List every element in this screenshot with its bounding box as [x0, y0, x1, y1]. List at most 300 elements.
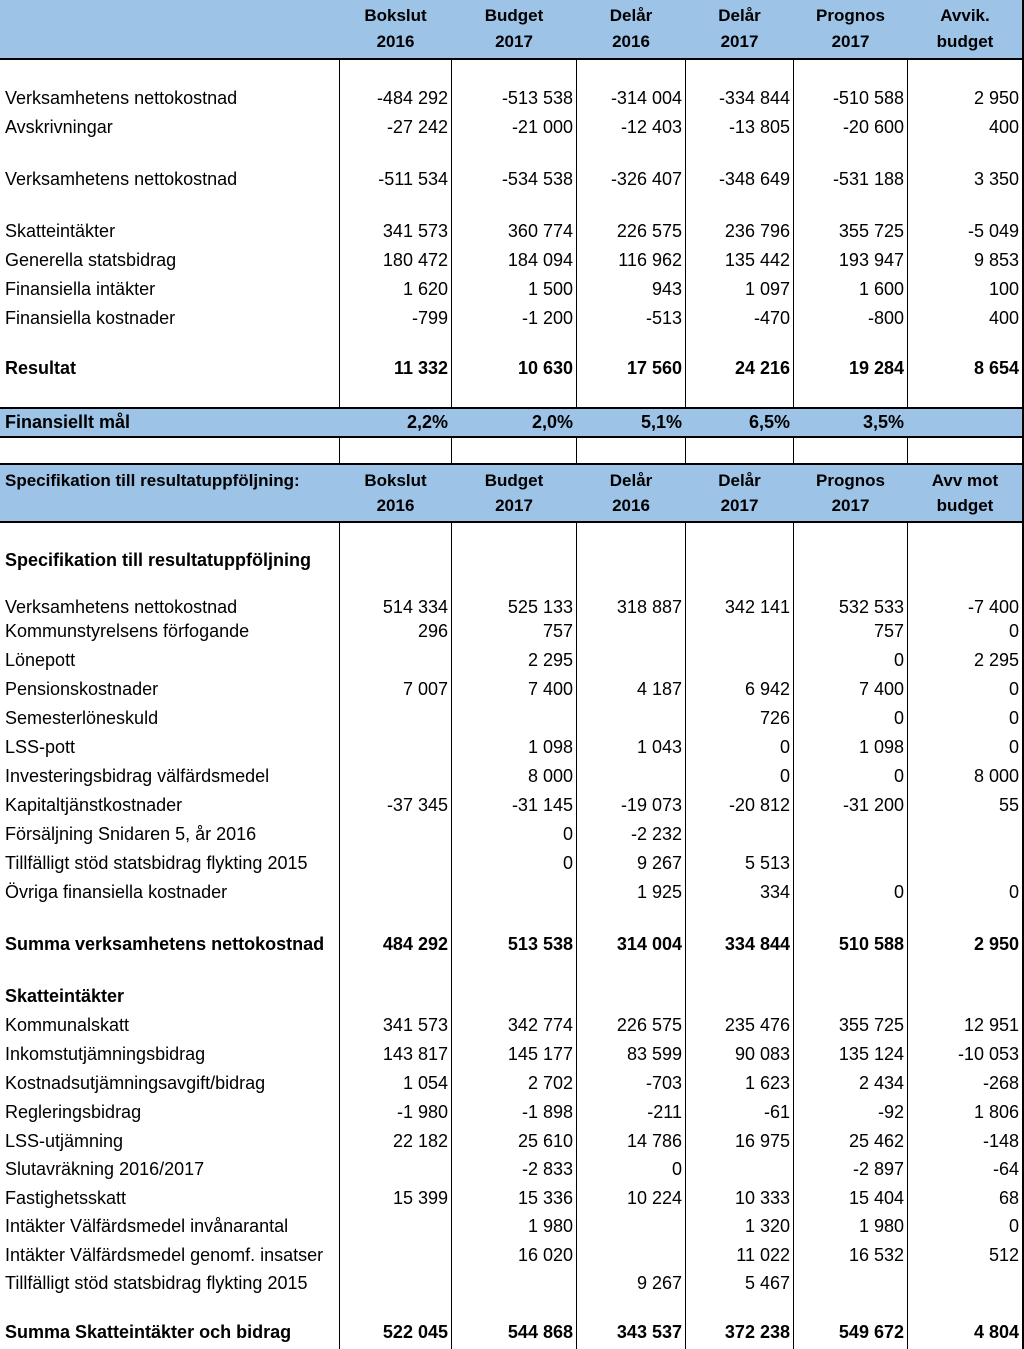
header-line1: Prognos: [816, 470, 885, 490]
value-cell: 2 295: [973, 650, 1019, 670]
value-cell: 11 332: [393, 358, 448, 378]
value-cell: [340, 878, 451, 907]
value-cell: 5 467: [744, 1273, 790, 1293]
value-cell: -61: [763, 1102, 790, 1122]
value-cell: 318 887: [616, 597, 682, 617]
header-line2: 2016: [376, 32, 415, 51]
table-row: [0, 1011, 1022, 1040]
value-cell: 0: [1008, 621, 1019, 641]
value-cell: -31 200: [842, 795, 904, 815]
value-cell: -20 812: [728, 795, 790, 815]
value-cell: -334 844: [718, 88, 790, 108]
value-cell: 510 588: [838, 934, 904, 954]
value-cell: [577, 546, 685, 575]
value-cell: 5 513: [744, 853, 790, 873]
value-cell: 0: [893, 766, 904, 786]
value-cell: 90 083: [734, 1044, 790, 1064]
value-cell: 10 333: [734, 1188, 790, 1208]
row-label: Tillfälligt stöd statsbidrag flykting 2015: [5, 853, 308, 873]
row-label: Kommunalskatt: [5, 1015, 130, 1035]
value-cell: 0: [1008, 679, 1019, 699]
row-label: Intäkter Välfärdsmedel invånarantal: [5, 1216, 289, 1236]
value-cell: -27 242: [386, 117, 448, 137]
value-cell: 180 472: [382, 250, 448, 270]
table-row: [0, 1098, 1022, 1127]
value-cell: -531 188: [832, 169, 904, 189]
row-label: Verksamhetens nettokostnad: [5, 597, 238, 617]
value-cell: -5 049: [967, 221, 1019, 241]
value-cell: 355 725: [838, 221, 904, 241]
value-cell: [577, 1241, 685, 1270]
value-cell: -799: [411, 308, 448, 328]
value-cell: 9 267: [636, 853, 682, 873]
row-label: Intäkter Välfärdsmedel genomf. insatser: [5, 1245, 324, 1265]
header-line2: 2017: [831, 495, 870, 515]
table-row: [0, 982, 1022, 1011]
row-label: Summa Skatteintäkter och bidrag: [5, 1322, 292, 1342]
value-cell: 55: [998, 795, 1019, 815]
row-label: Skatteintäkter: [5, 986, 125, 1006]
value-cell: 236 796: [724, 221, 790, 241]
value-cell: -2 833: [521, 1159, 573, 1179]
value-cell: 2,0%: [531, 412, 573, 432]
value-cell: [452, 878, 576, 907]
row-label: Generella statsbidrag: [5, 250, 177, 270]
value-cell: 0: [779, 737, 790, 757]
header-delar-2016: [577, 465, 685, 521]
value-cell: [577, 982, 685, 1011]
table-row: [0, 246, 1022, 275]
row-label: Avskrivningar: [5, 117, 113, 137]
value-cell: 334 844: [724, 934, 790, 954]
value-cell: 1 098: [858, 737, 904, 757]
value-cell: 25 462: [848, 1131, 904, 1151]
table-row: [0, 1127, 1022, 1156]
value-cell: 0: [1008, 708, 1019, 728]
value-cell: 3 350: [973, 169, 1019, 189]
value-cell: [577, 704, 685, 733]
value-cell: -31 145: [511, 795, 573, 815]
value-cell: -37 345: [386, 795, 448, 815]
value-cell: 19 284: [848, 358, 904, 378]
header-line2: 2017: [720, 32, 759, 51]
table-row: [0, 1318, 1022, 1347]
value-cell: 544 868: [507, 1322, 573, 1342]
header-line1: Delår: [609, 470, 653, 490]
table-row: [0, 617, 1022, 646]
header-line1: Prognos: [816, 6, 885, 25]
value-cell: -470: [753, 308, 790, 328]
value-cell: 15 399: [392, 1188, 448, 1208]
row-label: Tillfälligt stöd statsbidrag flykting 2015: [5, 1273, 308, 1293]
row-label: LSS-pott: [5, 737, 76, 757]
value-cell: 1 054: [402, 1073, 448, 1093]
table-row: [0, 1155, 1022, 1184]
value-cell: 3,5%: [862, 412, 904, 432]
value-cell: 6 942: [744, 679, 790, 699]
value-cell: [340, 762, 451, 791]
table-row: [0, 1212, 1022, 1241]
value-cell: 343 537: [616, 1322, 682, 1342]
value-cell: 355 725: [838, 1015, 904, 1035]
value-cell: 116 962: [618, 250, 682, 270]
header-line1: Bokslut: [364, 470, 427, 490]
row-label: Finansiella intäkter: [5, 279, 156, 299]
value-cell: -511 534: [378, 169, 448, 189]
header-row-top: [0, 0, 1022, 60]
table-row: [0, 704, 1022, 733]
header-prognos: [794, 0, 907, 58]
value-cell: 14 786: [626, 1131, 682, 1151]
row-label: Fastighetsskatt: [5, 1188, 127, 1208]
value-cell: -484 292: [376, 88, 448, 108]
value-cell: [452, 1269, 576, 1298]
header-line1: Delår: [718, 470, 761, 490]
value-cell: -534 538: [501, 169, 573, 189]
value-cell: 1 925: [636, 882, 682, 902]
value-cell: [340, 646, 451, 675]
table-row: [0, 1069, 1022, 1098]
row-label: Investeringsbidrag välfärdsmedel: [5, 766, 270, 786]
row-label: Kommunstyrelsens förfogande: [5, 621, 250, 641]
row-label: Finansiella kostnader: [5, 308, 176, 328]
value-cell: 2,2%: [406, 412, 448, 432]
value-cell: [340, 1155, 451, 1184]
value-cell: 314 004: [616, 934, 682, 954]
value-cell: 15 404: [848, 1188, 904, 1208]
header-line2: 2017: [495, 495, 533, 515]
value-cell: 17 560: [626, 358, 682, 378]
row-label: Kostnadsutjämningsavgift/bidrag: [5, 1073, 266, 1093]
value-cell: -513 538: [501, 88, 573, 108]
value-cell: 8 000: [527, 766, 573, 786]
value-cell: -703: [645, 1073, 682, 1093]
table-row: [0, 113, 1022, 142]
value-cell: 0: [562, 853, 573, 873]
table-row: [0, 354, 1022, 383]
value-cell: 0: [562, 824, 573, 844]
value-cell: 12 951: [963, 1015, 1019, 1035]
value-cell: 2 434: [858, 1073, 904, 1093]
table-row: [0, 546, 1022, 575]
value-cell: 10 224: [626, 1188, 682, 1208]
value-cell: 4 187: [636, 679, 682, 699]
value-cell: -268: [982, 1073, 1019, 1093]
value-cell: 1 806: [973, 1102, 1019, 1122]
value-cell: [577, 762, 685, 791]
value-cell: 143 817: [382, 1044, 448, 1064]
value-cell: -19 073: [620, 795, 682, 815]
value-cell: 2 702: [527, 1073, 573, 1093]
header-line1: Avv mot: [931, 470, 999, 490]
table-row: [0, 1040, 1022, 1069]
value-cell: [686, 617, 793, 646]
header-line1: Delår: [718, 6, 761, 25]
value-cell: 532 533: [838, 597, 904, 617]
value-cell: 193 947: [838, 250, 904, 270]
table-row: [0, 820, 1022, 849]
table-row: [0, 878, 1022, 907]
header-delar-2017: [686, 0, 793, 58]
spec-header-label: Specifikation till resultatuppföljning:: [5, 471, 300, 490]
header-line1: Avvik.: [940, 6, 990, 25]
value-cell: 1 600: [858, 279, 904, 299]
value-cell: -12 403: [620, 117, 682, 137]
value-cell: 400: [988, 117, 1019, 137]
header-line2: 2017: [720, 495, 759, 515]
value-cell: [686, 982, 793, 1011]
value-cell: [908, 820, 1022, 849]
value-cell: [340, 982, 451, 1011]
header-line1: Budget: [484, 6, 544, 25]
value-cell: 11 022: [736, 1245, 790, 1265]
header-line1: Bokslut: [364, 6, 427, 25]
value-cell: 1 980: [858, 1216, 904, 1236]
value-cell: 549 672: [838, 1322, 904, 1342]
value-cell: 0: [1008, 737, 1019, 757]
value-cell: 512: [988, 1245, 1019, 1265]
row-label: Skatteintäkter: [5, 221, 116, 241]
value-cell: 68: [998, 1188, 1019, 1208]
value-cell: 15 336: [517, 1188, 573, 1208]
table-row: [0, 1269, 1022, 1298]
value-cell: [794, 546, 907, 575]
value-cell: 145 177: [507, 1044, 573, 1064]
header-line2: budget: [936, 32, 994, 51]
value-cell: 7 007: [402, 679, 448, 699]
header-bokslut: [340, 0, 451, 58]
value-cell: -513: [645, 308, 682, 328]
value-cell: [340, 849, 451, 878]
value-cell: [908, 546, 1022, 575]
value-cell: [577, 646, 685, 675]
value-cell: [340, 1269, 451, 1298]
value-cell: [340, 1212, 451, 1241]
value-cell: 757: [542, 621, 573, 641]
value-cell: -21 000: [511, 117, 573, 137]
value-cell: [686, 1155, 793, 1184]
value-cell: -1 980: [396, 1102, 448, 1122]
header-line2: 2016: [376, 495, 415, 515]
value-cell: [577, 1212, 685, 1241]
table-row: [0, 733, 1022, 762]
row-label: Resultat: [5, 358, 77, 378]
value-cell: [908, 849, 1022, 878]
value-cell: 0: [893, 650, 904, 670]
value-cell: [908, 982, 1022, 1011]
value-cell: 1 623: [744, 1073, 790, 1093]
value-cell: 0: [893, 708, 904, 728]
table-row: [0, 1241, 1022, 1270]
value-cell: 943: [651, 279, 682, 299]
value-cell: 184 094: [507, 250, 573, 270]
value-cell: 296: [417, 621, 448, 641]
value-cell: [794, 820, 907, 849]
value-cell: -7 400: [967, 597, 1019, 617]
table-row: [0, 646, 1022, 675]
value-cell: -2 232: [630, 824, 682, 844]
row-label: Pensionskostnader: [5, 679, 159, 699]
value-cell: [340, 733, 451, 762]
value-cell: 0: [1008, 882, 1019, 902]
row-label: Verksamhetens nettokostnad: [5, 169, 238, 189]
value-cell: 525 133: [507, 597, 573, 617]
value-cell: 726: [759, 708, 790, 728]
value-cell: [577, 617, 685, 646]
value-cell: 484 292: [382, 934, 448, 954]
value-cell: 25 610: [517, 1131, 573, 1151]
value-cell: 0: [779, 766, 790, 786]
header-avv-mot-budget: [908, 465, 1022, 521]
value-cell: -92: [877, 1102, 904, 1122]
value-cell: 100: [988, 279, 1019, 299]
value-cell: 8 654: [973, 358, 1019, 378]
value-cell: [686, 546, 793, 575]
value-cell: 372 238: [724, 1322, 790, 1342]
value-cell: 16 975: [734, 1131, 790, 1151]
value-cell: 0: [671, 1159, 682, 1179]
value-cell: 22 182: [392, 1131, 448, 1151]
value-cell: [686, 646, 793, 675]
value-cell: [452, 546, 576, 575]
value-cell: 342 141: [724, 597, 790, 617]
value-cell: 2 950: [973, 934, 1019, 954]
value-cell: [686, 820, 793, 849]
value-cell: 2 950: [973, 88, 1019, 108]
value-cell: -148: [982, 1131, 1019, 1151]
value-cell: -314 004: [610, 88, 682, 108]
table-row: [0, 930, 1022, 959]
value-cell: [340, 820, 451, 849]
value-cell: -211: [647, 1102, 682, 1122]
table-row: [0, 791, 1022, 820]
value-cell: [908, 409, 1022, 436]
value-cell: 1 980: [527, 1216, 573, 1236]
table-row: [0, 407, 1022, 438]
table-row: [0, 165, 1022, 194]
row-label: Slutavräkning 2016/2017: [5, 1159, 205, 1179]
header-prognos: [794, 465, 907, 521]
value-cell: 0: [1008, 1216, 1019, 1236]
value-cell: 5,1%: [640, 412, 682, 432]
value-cell: 7 400: [527, 679, 573, 699]
value-cell: 9 853: [973, 250, 1019, 270]
value-cell: 0: [893, 882, 904, 902]
header-line2: 2016: [612, 495, 650, 515]
value-cell: [340, 1241, 451, 1270]
value-cell: [452, 704, 576, 733]
value-cell: -1 200: [521, 308, 573, 328]
value-cell: 757: [873, 621, 904, 641]
value-cell: 226 575: [616, 221, 682, 241]
value-cell: 1 620: [402, 279, 448, 299]
value-cell: -510 588: [832, 88, 904, 108]
value-cell: [340, 546, 451, 575]
table-row: [0, 1184, 1022, 1213]
header-line2: 2017: [495, 32, 533, 51]
table-row: [0, 275, 1022, 304]
header-avvikelse: [908, 0, 1022, 58]
value-cell: [452, 982, 576, 1011]
row-label: Specifikation till resultatuppföljning: [5, 550, 312, 570]
value-cell: [340, 704, 451, 733]
value-cell: 4 804: [973, 1322, 1019, 1342]
row-label: Försäljning Snidaren 5, år 2016: [5, 824, 257, 844]
value-cell: -20 600: [842, 117, 904, 137]
value-cell: 235 476: [724, 1015, 790, 1035]
row-label: Verksamhetens nettokostnad: [5, 88, 238, 108]
table-row: [0, 675, 1022, 704]
row-label: Inkomstutjämningsbidrag: [5, 1044, 206, 1064]
value-cell: 360 774: [507, 221, 573, 241]
value-cell: 16 020: [517, 1245, 573, 1265]
value-cell: 6,5%: [748, 412, 790, 432]
header-bokslut: [340, 465, 451, 521]
table-row: [0, 84, 1022, 113]
header-budget: [452, 465, 576, 521]
value-cell: 1 098: [527, 737, 573, 757]
value-cell: -326 407: [610, 169, 682, 189]
row-label: Regleringsbidrag: [5, 1102, 142, 1122]
row-label: Lönepott: [5, 650, 76, 670]
header-line2: budget: [936, 495, 994, 515]
value-cell: 334: [759, 882, 790, 902]
value-cell: 513 538: [507, 934, 573, 954]
value-cell: [794, 982, 907, 1011]
value-cell: 2 295: [527, 650, 573, 670]
value-cell: -13 805: [728, 117, 790, 137]
value-cell: 9 267: [636, 1273, 682, 1293]
header-row-spec: [0, 463, 1022, 523]
table-row: [0, 849, 1022, 878]
value-cell: 341 573: [382, 221, 448, 241]
header-delar-2017: [686, 465, 793, 521]
value-cell: -10 053: [957, 1044, 1019, 1064]
value-cell: 24 216: [734, 358, 790, 378]
row-label: Finansiellt mål: [5, 412, 131, 432]
value-cell: 226 575: [616, 1015, 682, 1035]
value-cell: [908, 1269, 1022, 1298]
value-cell: 1 043: [636, 737, 682, 757]
header-line1: Budget: [484, 470, 544, 490]
value-cell: 8 000: [973, 766, 1019, 786]
value-cell: 83 599: [626, 1044, 682, 1064]
table-row: [0, 217, 1022, 246]
table-row: [0, 304, 1022, 333]
header-line2: 2017: [831, 32, 870, 51]
value-cell: [794, 849, 907, 878]
value-cell: 135 124: [838, 1044, 904, 1064]
header-delar-2016: [577, 0, 685, 58]
header-line2: 2016: [612, 32, 650, 51]
value-cell: 10 630: [517, 358, 573, 378]
row-label: Kapitaltjänstkostnader: [5, 795, 183, 815]
header-line1: Delår: [609, 6, 653, 25]
value-cell: 16 532: [848, 1245, 904, 1265]
value-cell: 514 334: [382, 597, 448, 617]
value-cell: [794, 1269, 907, 1298]
row-label: Summa verksamhetens nettokostnad: [5, 934, 325, 954]
value-cell: 1 320: [744, 1216, 790, 1236]
value-cell: 1 097: [744, 279, 790, 299]
value-cell: -800: [867, 308, 904, 328]
value-cell: -348 649: [718, 169, 790, 189]
row-label: LSS-utjämning: [5, 1131, 124, 1151]
value-cell: 7 400: [858, 679, 904, 699]
value-cell: 341 573: [382, 1015, 448, 1035]
row-label: Semesterlöneskuld: [5, 708, 159, 728]
header-budget: [452, 0, 576, 58]
